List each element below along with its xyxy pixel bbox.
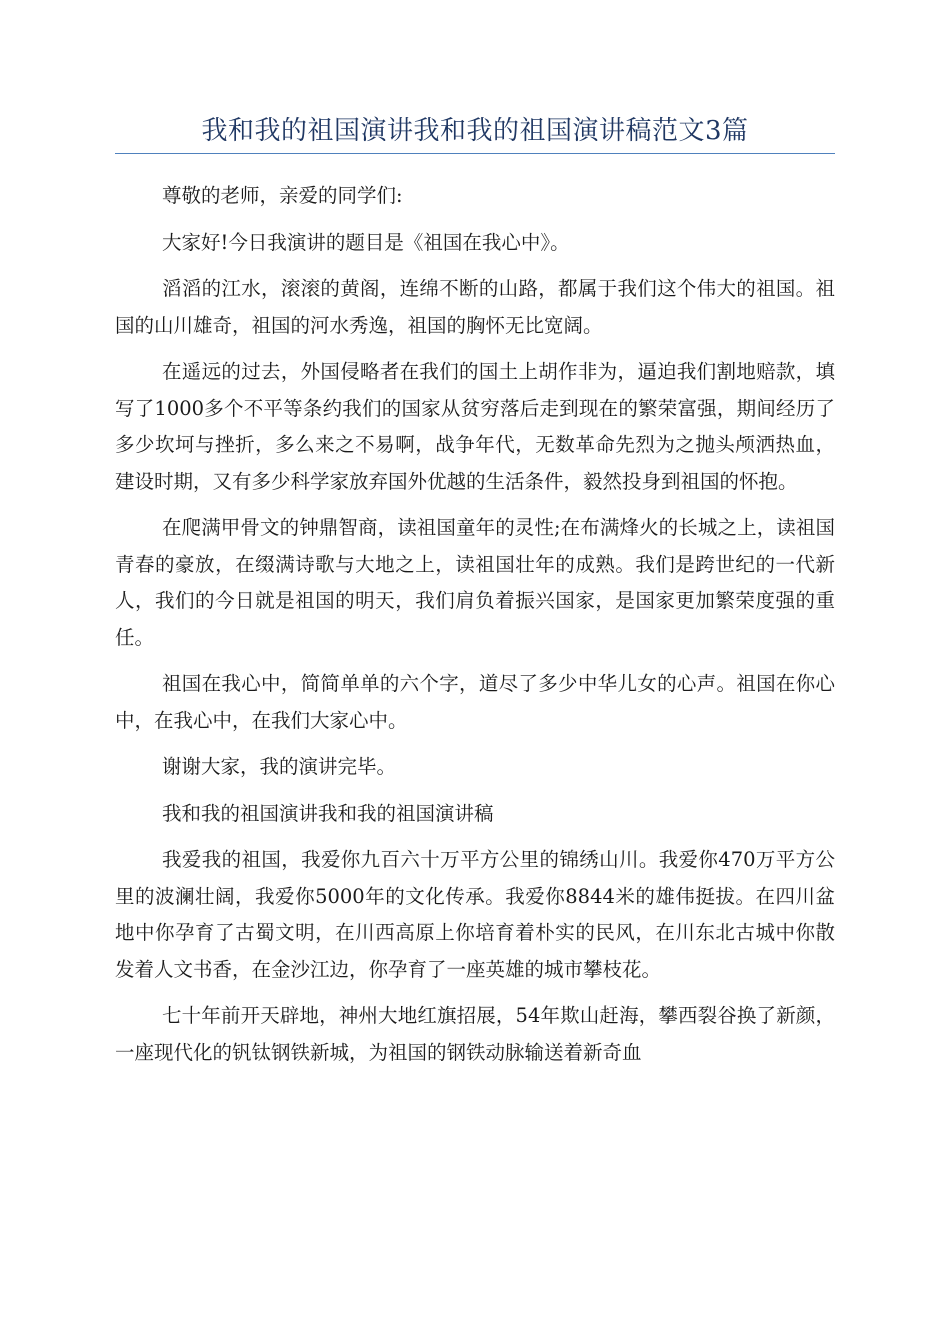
paragraph-greeting: 尊敬的老师，亲爱的同学们:	[162, 184, 403, 207]
paragraph-rivers: 滔滔的江水，滚滚的黄阁，连绵不断的山路，都属于我们这个伟大的祖国。祖国的山川雄奇，祖国的河水秀逸，祖国的胸怀无比宽阔。	[115, 277, 835, 337]
paragraph-thanks: 谢谢大家，我的演讲完毕。	[162, 755, 397, 778]
title-underline	[115, 153, 835, 154]
section-heading: 我和我的祖国演讲我和我的祖国演讲稿	[162, 801, 494, 825]
paragraph-love: 我爱我的祖国，我爱你九百六十万平方公里的锦绣山川。我爱你470万平方公里的波澜壮阔，我爱你5000年的文化传承。我爱你8844米的雄伟挺拔。在四川盆地中你孕育了古蜀文明，在川西高原上你培育着朴实的民风，在川东北古城中你散发着人文书香，在金沙江边，你孕育了一座英雄的城市攀枝花。	[115, 848, 835, 981]
paragraph-in-my-heart: 祖国在我心中，简简单单的六个字，道尽了多少中华儿女的心声。祖国在你心中，在我心中，在我们大家心中。	[115, 672, 835, 732]
paragraph-history: 在遥远的过去，外国侵略者在我们的国土上胡作非为，逼迫我们割地赔款，填写了1000多个不平等条约我们的国家从贫穷落后走到现在的繁荣富强，期间经历了多少坎坷与挫折，多么来之不易啊，战争年代，无数革命先烈为之抛头颅洒热血，建设时期，又有多少科学家放弃国外优越的生活条件，毅然投身到祖国的怀抱。	[115, 360, 835, 493]
paragraph-seventy-years: 七十年前开天辟地，神州大地红旗招展，54年欺山赶海，攀西裂谷换了新颜，一座现代化的钒钛钢铁新城，为祖国的钢铁动脉输送着新奇血	[115, 1004, 835, 1064]
paragraph-intro: 大家好!今日我演讲的题目是《祖国在我心中》。	[162, 230, 570, 254]
document-title: 我和我的祖国演讲我和我的祖国演讲稿范文3篇	[201, 116, 749, 146]
paragraph-culture: 在爬满甲骨文的钟鼎智商，读祖国童年的灵性;在布满烽火的长城之上，读祖国青春的豪放，在缀满诗歌与大地之上，读祖国壮年的成熟。我们是跨世纪的一代新人，我们的今日就是祖国的明天，我们肩负着振兴国家，是国家更加繁荣度强的重任。	[115, 516, 835, 649]
document-body	[115, 178, 835, 1081]
